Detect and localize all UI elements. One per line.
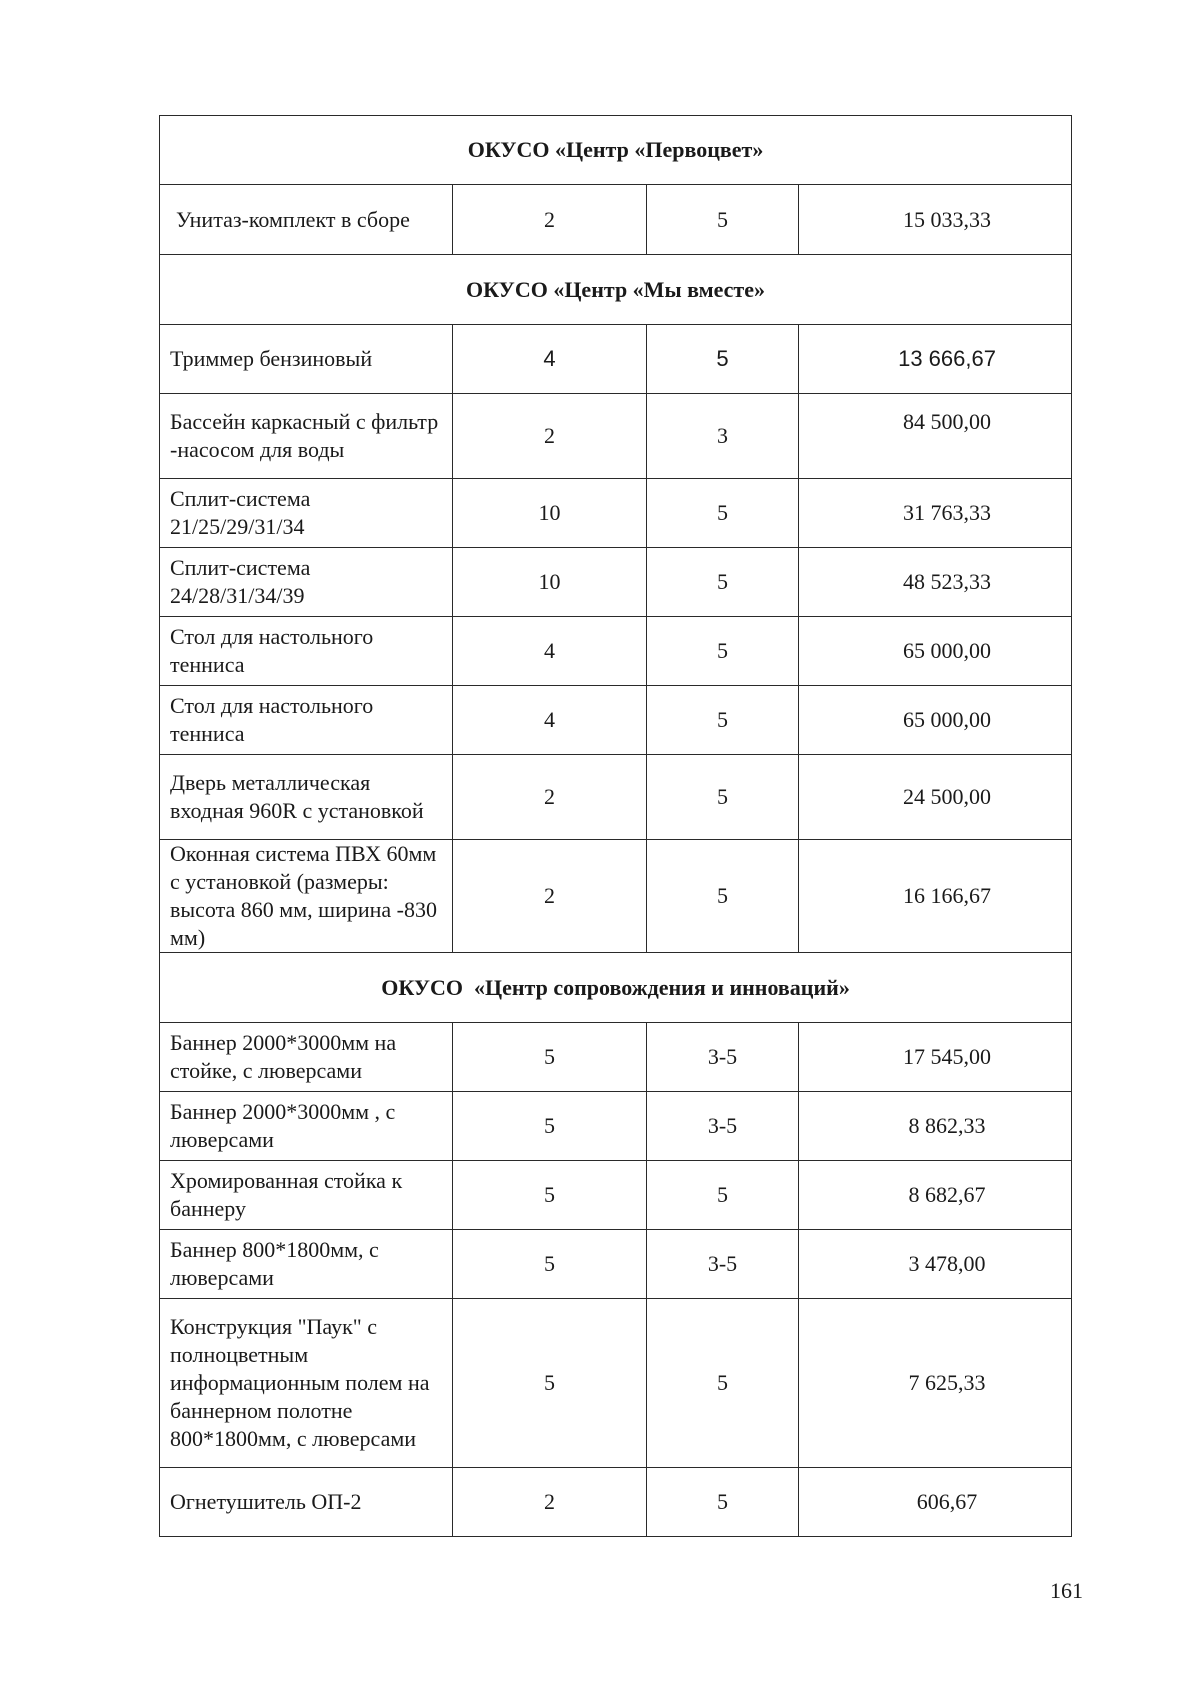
item-price: 84 500,00 — [799, 394, 1072, 479]
item-term: 5 — [647, 1468, 799, 1537]
item-term: 5 — [647, 686, 799, 755]
item-name: Унитаз-комплект в сборе — [160, 185, 453, 255]
item-quantity: 5 — [453, 1092, 647, 1161]
section-title: ОКУСО «Центр «Первоцвет» — [160, 116, 1072, 185]
table-row — [160, 686, 1072, 755]
item-name: Оконная система ПВХ 60мм с установкой (размеры: высота 860 мм, ширина -830 мм) — [160, 840, 453, 953]
item-price: 65 000,00 — [799, 617, 1072, 686]
item-term: 5 — [647, 617, 799, 686]
item-quantity: 4 — [453, 617, 647, 686]
item-price: 7 625,33 — [799, 1299, 1072, 1468]
item-price: 65 000,00 — [799, 686, 1072, 755]
item-term: 3-5 — [647, 1023, 799, 1092]
table-row — [160, 325, 1072, 394]
table-row — [160, 617, 1072, 686]
table-row — [160, 840, 1072, 953]
item-price: 16 166,67 — [799, 840, 1072, 953]
equipment-table — [159, 115, 1072, 1537]
item-quantity: 4 — [453, 325, 647, 394]
item-quantity: 5 — [453, 1023, 647, 1092]
table-row — [160, 1299, 1072, 1468]
section-header-row — [160, 953, 1072, 1023]
item-quantity: 2 — [453, 840, 647, 953]
item-term: 5 — [647, 479, 799, 548]
item-name: Баннер 2000*3000мм , с люверсами — [160, 1092, 453, 1161]
item-quantity: 2 — [453, 755, 647, 840]
item-name: Огнетушитель ОП-2 — [160, 1468, 453, 1537]
section-header-row — [160, 116, 1072, 185]
item-name: Триммер бензиновый — [160, 325, 453, 394]
table-row — [160, 1023, 1072, 1092]
item-price: 606,67 — [799, 1468, 1072, 1537]
item-name: Стол для настольного тенниса — [160, 686, 453, 755]
table-row — [160, 185, 1072, 255]
item-name: Конструкция "Паук" с полноцветным информационным полем на баннерном полотне 800*1800мм, с люверсами — [160, 1299, 453, 1468]
page-number: 161 — [1050, 1578, 1083, 1603]
section-header-row — [160, 255, 1072, 325]
table-row — [160, 394, 1072, 479]
item-quantity: 5 — [453, 1161, 647, 1230]
item-quantity: 4 — [453, 686, 647, 755]
item-price: 48 523,33 — [799, 548, 1072, 617]
item-quantity: 2 — [453, 394, 647, 479]
item-term: 3-5 — [647, 1230, 799, 1299]
item-quantity: 2 — [453, 1468, 647, 1537]
table-row — [160, 1092, 1072, 1161]
item-name: Баннер 800*1800мм, с люверсами — [160, 1230, 453, 1299]
item-name: Сплит-система 21/25/29/31/34 — [160, 479, 453, 548]
item-quantity: 10 — [453, 548, 647, 617]
item-term: 3 — [647, 394, 799, 479]
item-term: 5 — [647, 185, 799, 255]
item-price: 15 033,33 — [799, 185, 1072, 255]
item-term: 5 — [647, 548, 799, 617]
table-row — [160, 1468, 1072, 1537]
table-row — [160, 1161, 1072, 1230]
item-name: Бассейн каркасный с фильтр -насосом для воды — [160, 394, 453, 479]
item-term: 3-5 — [647, 1092, 799, 1161]
item-price: 24 500,00 — [799, 755, 1072, 840]
table-row — [160, 548, 1072, 617]
item-quantity: 5 — [453, 1299, 647, 1468]
item-name: Баннер 2000*3000мм на стойке, с люверсами — [160, 1023, 453, 1092]
item-name: Стол для настольного тенниса — [160, 617, 453, 686]
item-price: 13 666,67 — [799, 325, 1072, 394]
table-row — [160, 1230, 1072, 1299]
item-name: Дверь металлическая входная 960R с установкой — [160, 755, 453, 840]
section-title: ОКУСО «Центр «Мы вместе» — [160, 255, 1072, 325]
item-quantity: 5 — [453, 1230, 647, 1299]
item-term: 5 — [647, 840, 799, 953]
item-term: 5 — [647, 1299, 799, 1468]
item-price: 3 478,00 — [799, 1230, 1072, 1299]
item-quantity: 2 — [453, 185, 647, 255]
section-title: ОКУСО «Центр сопровождения и инноваций» — [160, 953, 1072, 1023]
item-price: 8 682,67 — [799, 1161, 1072, 1230]
table-row — [160, 479, 1072, 548]
item-term: 5 — [647, 1161, 799, 1230]
item-name: Хромированная стойка к баннеру — [160, 1161, 453, 1230]
item-price: 17 545,00 — [799, 1023, 1072, 1092]
table-row — [160, 755, 1072, 840]
item-term: 5 — [647, 325, 799, 394]
item-quantity: 10 — [453, 479, 647, 548]
item-term: 5 — [647, 755, 799, 840]
item-name: Сплит-система 24/28/31/34/39 — [160, 548, 453, 617]
item-price: 31 763,33 — [799, 479, 1072, 548]
item-price: 8 862,33 — [799, 1092, 1072, 1161]
